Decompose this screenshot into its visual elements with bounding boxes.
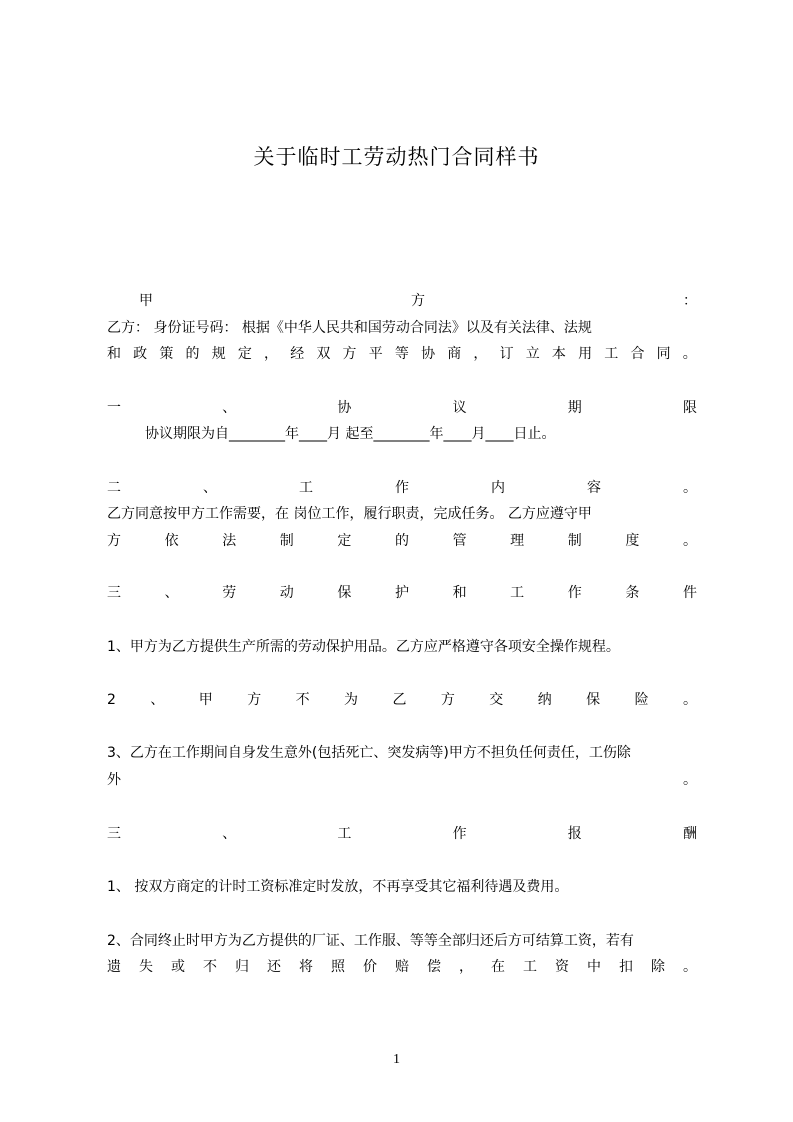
text-glyph: 为	[344, 692, 359, 708]
text-glyph: 失	[139, 959, 153, 975]
text-glyph: 规	[211, 346, 226, 362]
text-glyph: 、	[222, 826, 237, 842]
text-glyph: 三	[107, 585, 121, 601]
text-glyph: ，	[264, 346, 279, 362]
text-glyph: 。	[683, 772, 697, 788]
text-glyph: 二	[107, 480, 121, 496]
section2-line2	[107, 529, 697, 553]
text-glyph: 酬	[682, 826, 697, 842]
text-glyph: 除	[651, 959, 665, 975]
text-glyph: 定	[337, 533, 352, 549]
text-glyph: 管	[452, 533, 467, 549]
text-glyph: 件	[682, 585, 697, 601]
text-glyph: 一	[107, 400, 121, 416]
text-glyph: 不	[295, 692, 310, 708]
text-glyph: 协	[337, 400, 352, 416]
text-glyph: 工	[510, 585, 525, 601]
text-glyph: 度	[625, 533, 640, 549]
section1-heading	[107, 396, 697, 420]
text-glyph: 双	[316, 346, 331, 362]
text-glyph: 偿	[427, 959, 441, 975]
text-glyph: 保	[337, 585, 352, 601]
text-glyph: ：	[683, 293, 697, 309]
text-glyph: 外	[107, 772, 121, 788]
text-glyph: 2	[107, 692, 116, 708]
text-glyph: 理	[510, 533, 525, 549]
text-glyph: 平	[368, 346, 383, 362]
text-glyph: 方	[440, 692, 455, 708]
party-b-line: 乙方： 身份证号码： 根据《中华人民共和国劳动合同法》以及有关法律、法规	[107, 320, 592, 336]
text-glyph: 还	[267, 959, 281, 975]
text-glyph: 容	[587, 480, 601, 496]
text-glyph: 中	[587, 959, 601, 975]
text-glyph: 报	[567, 826, 582, 842]
text-glyph: 资	[555, 959, 569, 975]
text-glyph: 的	[394, 533, 409, 549]
text-glyph: 遗	[107, 959, 121, 975]
text-glyph: 扣	[619, 959, 633, 975]
text-glyph: 定	[237, 346, 252, 362]
text-glyph: 方	[411, 293, 425, 309]
text-glyph: 动	[279, 585, 294, 601]
text-glyph: 经	[290, 346, 305, 362]
text-glyph: 工	[299, 480, 313, 496]
text-glyph: 护	[394, 585, 409, 601]
text-glyph: 制	[279, 533, 294, 549]
section4-item2-line1: 2、合同终止时甲方为乙方提供的厂证、工作服、等等全部归还后方可结算工资，若有	[107, 933, 634, 949]
text-glyph: 议	[452, 400, 467, 416]
section3-item3-line1: 3、乙方在工作期间自身发生意外(包括死亡、突发病等)甲方不担负任何责任，工伤除	[107, 745, 631, 761]
text-glyph: 限	[682, 400, 697, 416]
text-glyph: 、	[150, 692, 165, 708]
text-glyph: 和	[452, 585, 467, 601]
text-glyph: 工	[523, 959, 537, 975]
document-title: 关于临时工劳动热门合同样书	[253, 145, 540, 169]
text-glyph: 乙	[392, 692, 407, 708]
section2-line1: 乙方同意按甲方工作需要，在 岗位工作，履行职责，完成任务。 乙方应遵守甲	[107, 506, 592, 522]
section3-item3-line2	[107, 768, 697, 792]
text-glyph: 商	[447, 346, 462, 362]
text-glyph: 期	[567, 400, 582, 416]
text-glyph: 方	[247, 692, 262, 708]
text-glyph: 。	[682, 346, 697, 362]
text-glyph: 、	[222, 400, 237, 416]
text-glyph: 内	[491, 480, 505, 496]
text-glyph: 纳	[537, 692, 552, 708]
section4-heading	[107, 822, 697, 846]
text-glyph: 工	[337, 826, 352, 842]
text-glyph: 制	[567, 533, 582, 549]
text-glyph: ，	[459, 959, 473, 975]
text-glyph: 立	[525, 346, 540, 362]
section2-heading	[107, 476, 697, 500]
party-a-line	[107, 289, 697, 313]
text-glyph: 政	[133, 346, 148, 362]
text-glyph: 作	[452, 826, 467, 842]
section3-heading	[107, 581, 697, 605]
text-glyph: 等	[394, 346, 409, 362]
text-glyph: 工	[604, 346, 619, 362]
text-glyph: 价	[363, 959, 377, 975]
text-glyph: 在	[491, 959, 505, 975]
text-glyph: 本	[551, 346, 566, 362]
text-glyph: 依	[164, 533, 179, 549]
text-glyph: 或	[171, 959, 185, 975]
text-glyph: ，	[473, 346, 488, 362]
text-glyph: 。	[683, 959, 697, 975]
text-glyph: 协	[421, 346, 436, 362]
text-glyph: 。	[682, 692, 697, 708]
text-glyph: 方	[107, 533, 121, 549]
text-glyph: 照	[331, 959, 345, 975]
page-number: 1	[393, 1052, 400, 1067]
text-glyph: 同	[656, 346, 671, 362]
section3-item2	[107, 688, 697, 712]
text-glyph: 用	[578, 346, 593, 362]
text-glyph: 合	[630, 346, 645, 362]
text-glyph: 险	[634, 692, 649, 708]
text-glyph: 三	[107, 826, 121, 842]
text-glyph: 将	[299, 959, 313, 975]
text-glyph: 条	[625, 585, 640, 601]
policy-line	[107, 342, 697, 366]
text-glyph: 劳	[222, 585, 237, 601]
text-glyph: 方	[342, 346, 357, 362]
text-glyph: 、	[203, 480, 217, 496]
text-glyph: 作	[567, 585, 582, 601]
text-glyph: 保	[586, 692, 601, 708]
text-glyph: 订	[499, 346, 514, 362]
text-glyph: 交	[489, 692, 504, 708]
text-glyph: 法	[222, 533, 237, 549]
text-glyph: 的	[185, 346, 200, 362]
section1-term-line: 协议期限为自________年____月 起至________年____月____日止。	[145, 426, 556, 442]
text-glyph: 不	[203, 959, 217, 975]
text-glyph: 。	[682, 533, 697, 549]
section3-item1: 1、甲方为乙方提供生产所需的劳动保护用品。乙方应严格遵守各项安全操作规程。	[107, 639, 620, 655]
text-glyph: 、	[164, 585, 179, 601]
text-glyph: 。	[683, 480, 697, 496]
text-glyph: 归	[235, 959, 249, 975]
section4-item2-line2	[107, 955, 697, 979]
text-glyph: 作	[395, 480, 409, 496]
text-glyph: 赔	[395, 959, 409, 975]
text-glyph: 甲	[198, 692, 213, 708]
section4-item1: 1、 按双方商定的计时工资标准定时发放，不再享受其它福利待遇及费用。	[107, 879, 569, 895]
text-glyph: 策	[159, 346, 174, 362]
text-glyph: 和	[107, 346, 121, 362]
text-glyph: 甲	[139, 293, 153, 309]
